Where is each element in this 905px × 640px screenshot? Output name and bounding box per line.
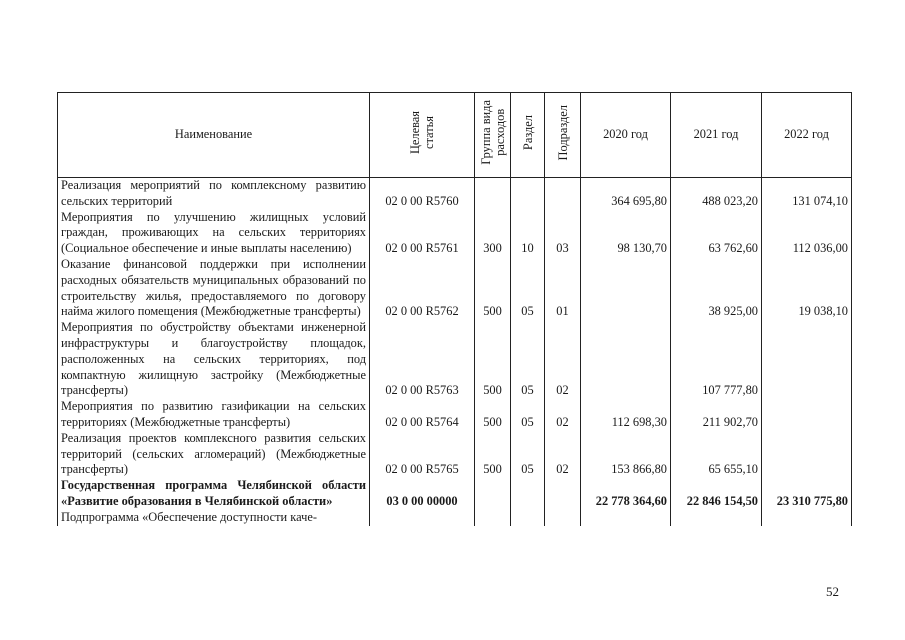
header-name: Наименование <box>58 93 370 178</box>
row-subsection <box>545 178 581 210</box>
row-subsection: 02 <box>545 399 581 431</box>
budget-table <box>57 92 852 526</box>
row-year-2021: 107 777,80 <box>671 320 762 399</box>
row-year-2021: 488 023,20 <box>671 178 762 210</box>
row-year-2022: 19 038,10 <box>762 257 852 320</box>
table-row <box>58 210 852 257</box>
row-section <box>511 178 545 210</box>
row-name: Мероприятия по развитию газификации на сельских территориях (Межбюджетные трансферты) <box>58 399 370 431</box>
row-group: 500 <box>475 320 511 399</box>
row-year-2021: 211 902,70 <box>671 399 762 431</box>
row-year-2020 <box>581 510 671 526</box>
row-section <box>511 478 545 510</box>
table-row <box>58 510 852 526</box>
row-year-2022 <box>762 320 852 399</box>
row-name: Оказание финансовой поддержки при исполнении расходных обязательств муниципальных образований по строительству жилья, предоставляемого по договору найма жилого помещения (Межбюджетные трансферты) <box>58 257 370 320</box>
row-year-2021: 22 846 154,50 <box>671 478 762 510</box>
row-target: 02 0 00 R5762 <box>370 257 475 320</box>
row-subsection <box>545 478 581 510</box>
row-name: Подпрограмма «Обеспечение доступности каче- <box>58 510 370 526</box>
row-name: Реализация мероприятий по комплексному развитию сельских территорий <box>58 178 370 210</box>
row-target <box>370 510 475 526</box>
row-year-2020: 364 695,80 <box>581 178 671 210</box>
table-row <box>58 257 852 320</box>
header-year-2020: 2020 год <box>581 93 671 178</box>
row-year-2022 <box>762 431 852 478</box>
header-group: Группа вида расходов <box>475 93 511 178</box>
row-name: Мероприятия по улучшению жилищных условий граждан, проживающих на сельских территориях (Социальное обеспечение и иные выплаты населению) <box>58 210 370 257</box>
row-year-2020: 153 866,80 <box>581 431 671 478</box>
row-group <box>475 178 511 210</box>
table-row <box>58 399 852 431</box>
row-group: 500 <box>475 431 511 478</box>
table-row-program <box>58 478 852 510</box>
row-year-2020: 22 778 364,60 <box>581 478 671 510</box>
table-row <box>58 431 852 478</box>
row-year-2022: 23 310 775,80 <box>762 478 852 510</box>
row-name: Государственная программа Челябинской области «Развитие образования в Челябинской области» <box>58 478 370 510</box>
row-subsection <box>545 510 581 526</box>
row-section: 10 <box>511 210 545 257</box>
row-section: 05 <box>511 320 545 399</box>
row-target: 02 0 00 R5763 <box>370 320 475 399</box>
row-subsection: 01 <box>545 257 581 320</box>
row-target: 02 0 00 R5765 <box>370 431 475 478</box>
row-year-2020: 98 130,70 <box>581 210 671 257</box>
row-year-2021 <box>671 510 762 526</box>
row-group: 300 <box>475 210 511 257</box>
row-year-2022: 131 074,10 <box>762 178 852 210</box>
table-row <box>58 320 852 399</box>
row-group <box>475 510 511 526</box>
row-year-2020 <box>581 257 671 320</box>
row-year-2020: 112 698,30 <box>581 399 671 431</box>
row-section: 05 <box>511 431 545 478</box>
row-target: 02 0 00 R5760 <box>370 178 475 210</box>
row-year-2021: 65 655,10 <box>671 431 762 478</box>
row-subsection: 02 <box>545 431 581 478</box>
row-section: 05 <box>511 399 545 431</box>
row-group <box>475 478 511 510</box>
page-number: 52 <box>826 584 839 599</box>
row-year-2021: 63 762,60 <box>671 210 762 257</box>
row-target: 03 0 00 00000 <box>370 478 475 510</box>
row-year-2021: 38 925,00 <box>671 257 762 320</box>
header-year-2022: 2022 год <box>762 93 852 178</box>
row-year-2020 <box>581 320 671 399</box>
header-section: Раздел <box>511 93 545 178</box>
row-year-2022 <box>762 510 852 526</box>
row-group: 500 <box>475 399 511 431</box>
row-section: 05 <box>511 257 545 320</box>
row-year-2022 <box>762 399 852 431</box>
row-name: Реализация проектов комплексного развития сельских территорий (сельских агломераций) (Межбюджетные трансферты) <box>58 431 370 478</box>
header-year-2021: 2021 год <box>671 93 762 178</box>
row-section <box>511 510 545 526</box>
row-name: Мероприятия по обустройству объектами инженерной инфраструктуры и благоустройству площадок, расположенных на сельских территориях, под компактную жилищную застройку (Межбюджетные трансферты) <box>58 320 370 399</box>
row-target: 02 0 00 R5761 <box>370 210 475 257</box>
row-subsection: 02 <box>545 320 581 399</box>
row-subsection: 03 <box>545 210 581 257</box>
header-subsection: Подраздел <box>545 93 581 178</box>
row-target: 02 0 00 R5764 <box>370 399 475 431</box>
row-year-2022: 112 036,00 <box>762 210 852 257</box>
row-group: 500 <box>475 257 511 320</box>
table-header-row <box>58 93 852 178</box>
table-row <box>58 178 852 210</box>
header-target: Целевая статья <box>370 93 475 178</box>
